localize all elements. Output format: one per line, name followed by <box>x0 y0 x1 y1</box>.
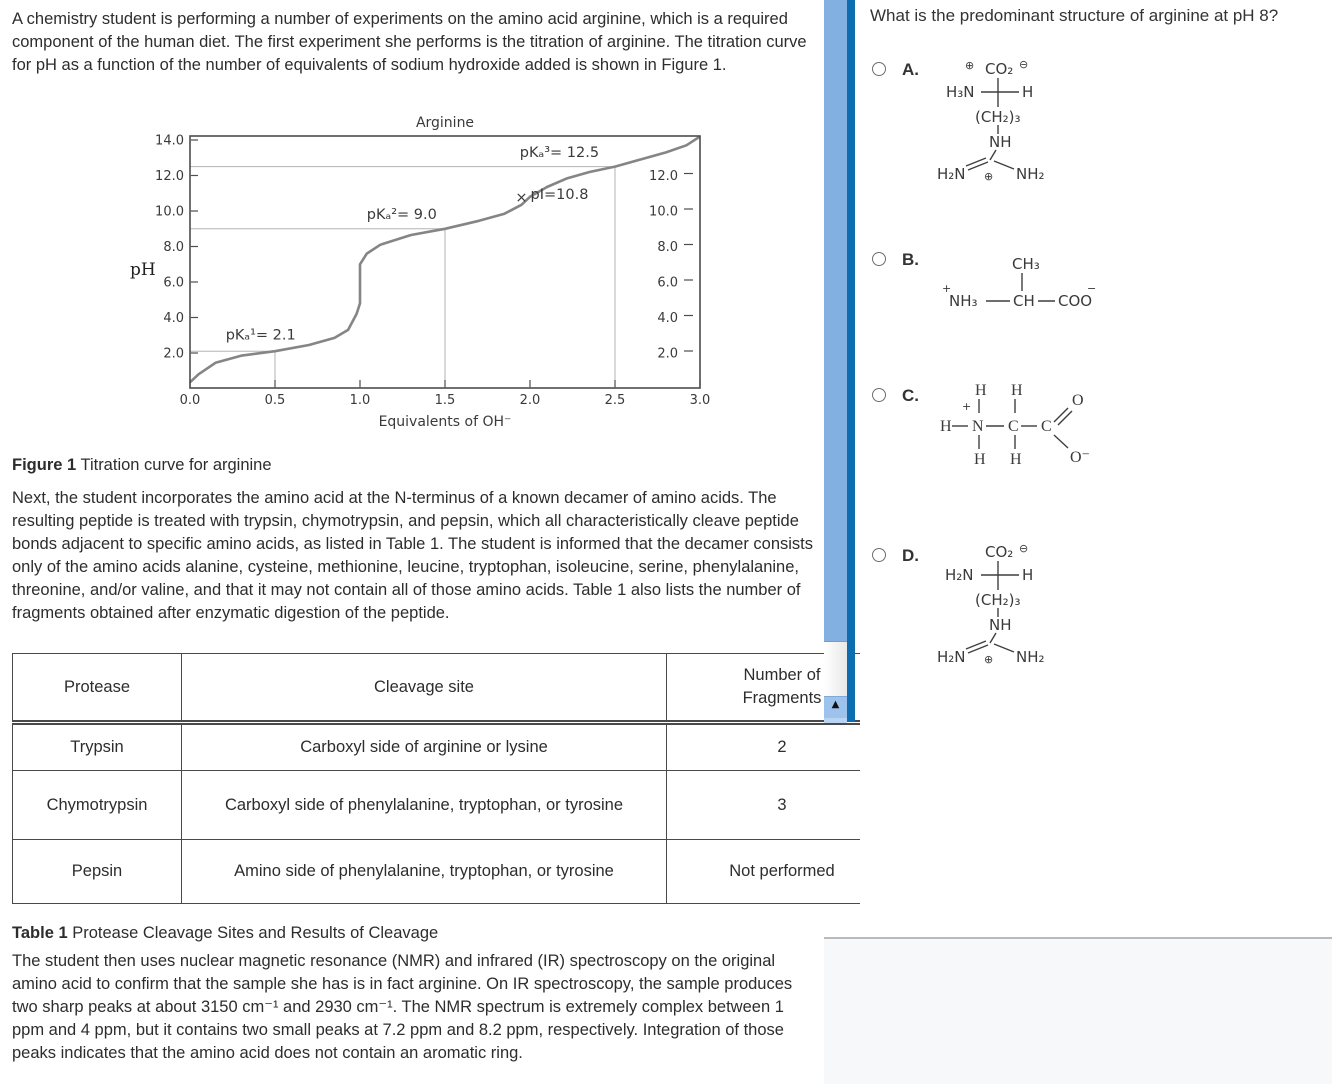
guanidinium-left-label: H₂N <box>937 648 966 666</box>
option-c-radio[interactable] <box>872 388 886 402</box>
c-label: C <box>1041 418 1052 435</box>
table-caption-label: Table 1 <box>12 924 68 942</box>
bottom-right-panel <box>824 937 1332 1084</box>
y-tick-label: 2.0 <box>163 346 184 362</box>
cell-protease: Pepsin <box>13 840 182 904</box>
y-tick-label: 12.0 <box>155 169 184 184</box>
table-caption <box>12 922 816 945</box>
o-minus-label: O⁻ <box>1070 449 1090 466</box>
scroll-up-button[interactable] <box>824 696 847 723</box>
guanidinium-right-label: NH₂ <box>1016 648 1045 666</box>
scroll-up-arrow-icon: ▲ <box>831 699 840 710</box>
pka-annotation: pKₐ¹= 2.1 <box>225 327 296 344</box>
x-tick-label: 0.5 <box>264 393 286 408</box>
table-row <box>13 723 898 771</box>
minus-circle-icon: ⊖ <box>1019 58 1029 71</box>
structure-option-b <box>934 250 1134 322</box>
alpha-h-label: H <box>1022 566 1034 584</box>
pka-annotation: pKₐ²= 9.0 <box>366 206 437 223</box>
passage-paragraph-3: The student then uses nuclear magnetic resonance (NMR) and infrared (IR) spectroscopy on the original amino acid to confirm that the sample she has is in fact arginine. On IR spectroscopy, the sample produces two sharp peaks at about 3150 cm⁻¹ and 2930 cm⁻¹. The NMR spectrum is extremely complex between 1 ppm and 4 ppm, but it contains two small peaks at 7.2 ppm and 8.2 ppm, respectively. Integration of those peaks indicates that the amino acid does not contain an aromatic ring. <box>12 952 793 1062</box>
h-label: H <box>1011 382 1023 399</box>
option-c-letter[interactable]: C. <box>902 386 919 405</box>
h-label: H <box>974 451 986 468</box>
amino-label: NH₃ <box>949 292 978 310</box>
plus-icon: + <box>942 282 952 295</box>
n-label: N <box>972 418 984 435</box>
question-panel <box>860 0 1332 1084</box>
x-tick-label: 3.0 <box>689 393 711 408</box>
alpha-h-label: H <box>1022 83 1034 101</box>
minus-circle-icon: ⊖ <box>1019 542 1029 555</box>
x-tick-label: 1.5 <box>434 393 456 408</box>
y-tick-label-right: 12.0 <box>649 169 678 184</box>
carboxylate-label: CO₂ <box>985 543 1014 561</box>
table-row <box>13 840 898 904</box>
cell-fragments: 3 <box>667 771 898 840</box>
passage-paragraph-2: Next, the student incorporates the amino acid at the N-terminus of a known decamer of amino acids. The resulting peptide is treated with trypsin, chymotrypsin, and pepsin, which all characteristically cleave peptide bonds adjacent to specific amino acids, as listed in Table 1. The student is informed that the decamer consists only of the amino acids alanine, cysteine, methionine, leucine, tryptophan, isoleucine, serine, phenylalanine, threonine, and/or valine, and that it may not contain all of those amino acids. Table 1 also lists the number of fragments obtained after enzymatic digestion of the peptide. <box>12 489 813 622</box>
structure-option-c <box>934 378 1114 474</box>
c-label: C <box>1008 418 1019 435</box>
table-row <box>13 771 898 840</box>
figure-caption-label: Figure 1 <box>12 456 77 474</box>
table-caption-text: Protease Cleavage Sites and Results of Cleavage <box>67 924 439 942</box>
x-axis-label: Equivalents of OH⁻ <box>378 414 512 430</box>
header-cleavage-site: Cleavage site <box>182 654 667 723</box>
pi-annotation: pI=10.8 <box>530 186 589 203</box>
y-tick-label: 6.0 <box>163 275 184 291</box>
y-tick-label: 8.0 <box>163 240 184 255</box>
cell-cleavage-site: Carboxyl side of phenylalanine, tryptophan, or tyrosine <box>182 771 667 840</box>
y-tick-label-right: 8.0 <box>657 240 678 255</box>
protease-table <box>12 653 898 904</box>
methyl-label: CH₃ <box>1012 255 1040 273</box>
pka-annotation: pKₐ³= 12.5 <box>519 144 600 161</box>
figure-caption-text: Titration curve for arginine <box>76 456 272 474</box>
titration-chart <box>112 113 711 443</box>
option-a-radio[interactable] <box>872 62 886 76</box>
plus-icon: + <box>962 400 972 413</box>
y-tick-label: 4.0 <box>163 311 184 326</box>
amino-label: H₂N <box>945 566 974 584</box>
x-tick-label: 2.0 <box>519 393 541 408</box>
option-b-radio[interactable] <box>872 252 886 266</box>
side-chain-label: (CH₂)₃ <box>975 591 1021 609</box>
passage-scrollbar-thumb[interactable] <box>824 0 847 642</box>
x-tick-label: 1.0 <box>349 393 371 408</box>
nh-label: NH <box>989 616 1012 634</box>
o-label: O <box>1072 392 1084 409</box>
header-number-of-fragments-text: Number of Fragments <box>742 666 822 707</box>
chart-title: Arginine <box>415 115 475 131</box>
figure-caption <box>12 454 816 477</box>
y-tick-label-right: 6.0 <box>657 275 678 291</box>
option-d-radio[interactable] <box>872 548 886 562</box>
cell-fragments: 2 <box>667 723 898 771</box>
y-tick-label-right: 10.0 <box>649 204 678 220</box>
carboxylate-label: COO <box>1058 292 1093 310</box>
h-label: H <box>940 418 952 435</box>
option-a-letter[interactable]: A. <box>902 60 919 79</box>
plus-circle-icon: ⊕ <box>984 170 994 183</box>
alpha-ch-label: CH <box>1013 292 1035 310</box>
h-label: H <box>1010 451 1022 468</box>
guanidinium-right-label: NH₂ <box>1016 165 1045 183</box>
y-tick-label-right: 4.0 <box>657 311 678 326</box>
guanidinium-left-label: H₂N <box>937 165 966 183</box>
carboxylate-label: CO₂ <box>985 60 1014 78</box>
structure-option-d <box>933 542 1073 666</box>
x-tick-label: 2.5 <box>604 393 626 408</box>
passage-scrollbar-track[interactable] <box>824 0 847 722</box>
question-text: What is the predominant structure of arginine at pH 8? <box>870 6 1279 25</box>
y-axis-label: pH <box>130 260 156 280</box>
cell-cleavage-site: Amino side of phenylalanine, tryptophan, or tyrosine <box>182 840 667 904</box>
y-tick-label-right: 2.0 <box>657 346 678 362</box>
amino-label: H₃N <box>946 83 975 101</box>
cell-cleavage-site: Carboxyl side of arginine or lysine <box>182 723 667 771</box>
header-protease: Protease <box>13 654 182 723</box>
table-header-row <box>13 654 898 723</box>
cell-protease: Chymotrypsin <box>13 771 182 840</box>
nh-label: NH <box>989 133 1012 151</box>
h-label: H <box>975 382 987 399</box>
y-tick-label: 14.0 <box>155 133 184 149</box>
pi-marker-icon: × <box>515 189 528 206</box>
titration-figure <box>112 113 711 443</box>
y-tick-label: 10.0 <box>155 204 184 220</box>
plus-circle-icon: ⊕ <box>984 653 994 666</box>
minus-bar-icon: − <box>1087 282 1097 295</box>
option-b-letter[interactable]: B. <box>902 250 919 269</box>
cell-protease: Trypsin <box>13 723 182 771</box>
side-chain-label: (CH₂)₃ <box>975 108 1021 126</box>
cell-fragments: Not performed <box>667 840 898 904</box>
structure-option-a <box>935 55 1075 183</box>
x-tick-label: 0.0 <box>179 393 201 408</box>
option-d-letter[interactable]: D. <box>902 546 919 565</box>
plus-circle-icon: ⊕ <box>965 59 975 72</box>
passage-paragraph-1: A chemistry student is performing a number of experiments on the amino acid arginine, which is a required component of the human diet. The first experiment she performs is the titration of arginine. The titration curve for pH as a function of the number of equivalents of sodium hydroxide added is shown in Figure 1. <box>12 10 807 74</box>
panel-divider-bar <box>847 0 855 722</box>
